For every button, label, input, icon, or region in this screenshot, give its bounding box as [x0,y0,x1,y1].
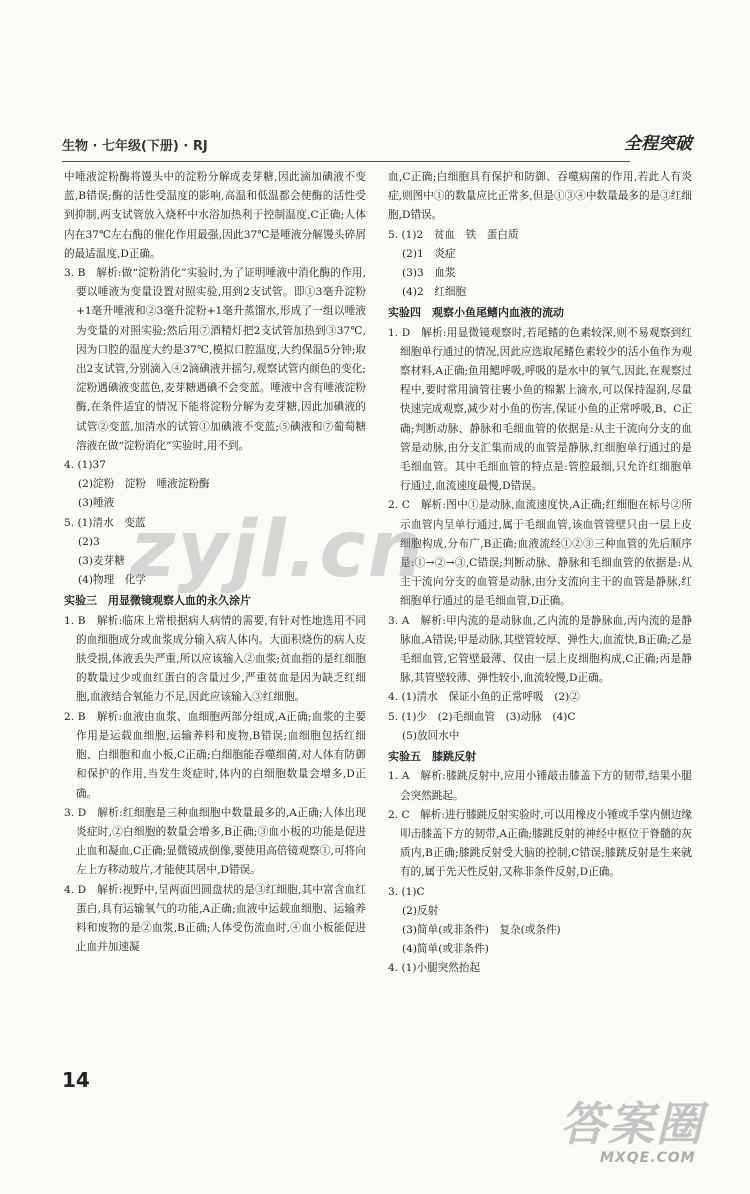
answer-paragraph: 5. (1)清水 变蓝 [64,516,146,529]
section-heading: 实验五 膝跳反射 [388,750,476,764]
answer-paragraph: 3. D 解析:红细胞是三种血细胞中数量最多的,A正确;人体出现炎症时,②白细胞的数量会增多,B正确;③血小板的功能是促进止血和凝血,C正确;显微镜成倒像,要使用高倍镜观察①,可将向左上方移动玻片,才能使其居中,D错误。 [64,806,366,877]
answer-paragraph: (2)淀粉 淀粉 唾液淀粉酶 [78,478,210,491]
header-rule [62,161,630,162]
answer-paragraph: 2. C 解析:图中①是动脉,血流速度快,A正确;红细胞在标号②所示血管内呈单行通过,属于毛细血管,该血管管壁只由一层上皮细胞构成,分布广,B正确;血液流经①②③三种血管的先后顺序是:①→②→③,C错误;判断动脉、静脉和毛细血管的依据是:从主干流向分支的血管是动脉,由分支流向主干的血管是静脉,红细胞单行通过的是毛细血管,D正确。 [388,499,692,608]
answer-paragraph: 3. A 解析:甲内流的是动脉血,乙内流的是静脉血,丙内流的是静脉血,A错误;甲是动脉,其壁管较厚、弹性大,血流快,B正确;乙是毛细血管,它管壁最薄、仅由一层上皮细胞构成,C正确;丙是静脉,其管壁较薄、弹性较小,血流较慢,D正确。 [388,614,692,685]
answer-paragraph: 1. D 解析:用显微镜观察时,若尾鳍的色素较深,则不易观察到红细胞单行通过的情况,因此应选取尾鳍色素较少的活小鱼作为观察材料,A正确;鱼用鳃呼吸,呼吸的是水中的氧气,因此,在观察过程中,要时常用滴管往裹小鱼的棉絮上滴水,可以保持湿润,尽量快速完成观察,减少对小鱼的伤害,保证小鱼的正常呼吸,B、C正确;判断动脉、静脉和毛细血管的依据是:从主干流向分支的血管是动脉,由分支汇集而成的血管是静脉,红细胞单行通过的是毛细血管。其中毛细血管的特点是:管腔最细,只允许红细胞单行通过,血流速度最慢,D错误。 [388,326,692,493]
answer-paragraph: 5. (1)少 (2)毛细血管 (3)动脉 (4)C [388,710,576,723]
answer-paragraph: 2. B 解析:血液由血浆、血细胞两部分组成,A正确;血浆的主要作用是运载血细胞,运输养料和废物,B错误;血细胞包括红细胞、白细胞和血小板,C正确;白细胞能吞噬细菌,对人体有防御和保护的作用,当发生炎症时,体内的白细胞数量会增多,D正确。 [64,710,366,800]
section-heading: 实验四 观察小鱼尾鳍内血液的流动 [388,306,564,320]
answer-paragraph: 3. B 解析:做“淀粉消化”实验时,为了证明唾液中消化酶的作用,要以唾液为变量设置对照实验,用到2支试管。即①3毫升淀粉+1毫升唾液和②3毫升淀粉+1毫升蒸馏水,形成了一组以唾液为变量的对照实验;然后用⑦酒精灯把2支试管加热到③37℃,因为口腔的温度大约是37℃,模拟口腔温度,大约保温5分钟;取出2支试管,分别滴入④2滴碘液并摇匀,观察试管内颜色的变化;淀粉遇碘液变蓝色,麦芽糖遇碘不会变蓝。唾液中含有唾液淀粉酶,在条件适宜的情况下能将淀粉分解为麦芽糖,因此加碘液的试管②变蓝,加清水的试管①加碘液不变蓝;⑤碘液和⑦葡萄糖溶液在做“淀粉消化”实验时,用不到。 [64,267,366,452]
watermark-url: MXQE.COM [600,1150,696,1166]
book-title: 生物 · 七年级(下册) · RJ [62,139,208,154]
answer-paragraph: 1. B 解析:临床上常根据病人病情的需要,有针对性地选用不同的血细胞成分或血浆成分输入病人体内。大面积烧伤的病人皮肤受损,体液丢失严重,所以应该输入②血浆;贫血指的是红细胞的数量过少或血红蛋白的含量过少,严重贫血是因为缺乏红细胞,血液结合氧能力不足,因此应该输入③红细胞。 [64,614,366,704]
answer-paragraph: 4. D 解析:视野中,呈两面凹圆盘状的是③红细胞,其中富含血红蛋白,具有运输氧气的功能,A正确;血液中运载血细胞、运输养料和废物的是②血浆,B正确;人体受伤流血时,④血小板能促进止血并加速凝 [64,883,366,954]
answer-paragraph: 3. (1)C [388,885,425,898]
answer-paragraph: (2)反射 [402,904,439,917]
answer-paragraph: (4)简单(或非条件) [402,943,489,956]
answer-paragraph: 4. (1)37 [64,459,106,472]
answer-paragraph: 1. A 解析:膝跳反射中,应用小锤敲击膝盖下方的韧带,结果小腿会突然跳起。 [388,770,692,802]
page-header [62,135,692,167]
watermark-corner: 答案圈 [560,1097,704,1151]
answer-paragraph: (5)放回水中 [402,729,460,742]
answer-paragraph: 4. (1)清水 保证小鱼的正常呼吸 (2)② [388,691,580,704]
answer-paragraph: (3)3 血浆 [402,267,456,280]
answer-paragraph: 2. C 解析:进行膝跳反射实验时,可以用橡皮小锤或手掌内侧边缘叩击膝盖下方的韧带,A正确;膝跳反射的神经中枢位于脊髓的灰质内,B正确;膝跳反射受大脑的控制,C错误;膝跳反射是生来就有的,属于先天性反射,又称非条件反射,D正确。 [388,808,692,879]
answer-paragraph: (3)麦芽糖 [78,555,125,568]
answer-paragraph: 血,C正确;白细胞具有保护和防御、吞噬病菌的作用,若此人有炎症,则图中①的数量应比正常多,但是①③④中数量最多的是③红细胞,D错误。 [388,171,692,222]
section-heading: 实验三 用显微镜观察人血的永久涂片 [64,594,251,608]
series-logo: 全程突破 [624,134,692,154]
answer-paragraph: 4. (1)小腿突然抬起 [388,962,481,975]
right-column [388,168,692,979]
watermark-center: zyjl.cn [130,505,426,595]
page-number: 14 [62,1068,90,1092]
answer-paragraph: (2)1 炎症 [402,247,456,260]
answer-paragraph: (3)简单(或非条件) 复杂(或条件) [402,923,561,936]
answer-paragraph: (2)3 [78,535,100,548]
answer-paragraph: 5. (1)2 贫血 铁 蛋白质 [388,228,519,241]
answer-paragraph: (4)2 红细胞 [402,286,467,299]
answer-paragraph: 中唾液淀粉酶将馒头中的淀粉分解成麦芽糖,因此滴加碘液不变蓝,B错误;酶的活性受温度的影响,高温和低温都会使酶的活性受到抑制,两支试管放入烧杯中水浴加热利于控制温度,C正确;人体内在37℃左右酶的催化作用最强,因此37℃是唾液分解馒头碎屑的最适温度,D正确。 [64,171,366,260]
answer-paragraph: (4)物理 化学 [78,574,146,587]
answer-paragraph: (3)唾液 [78,497,115,510]
